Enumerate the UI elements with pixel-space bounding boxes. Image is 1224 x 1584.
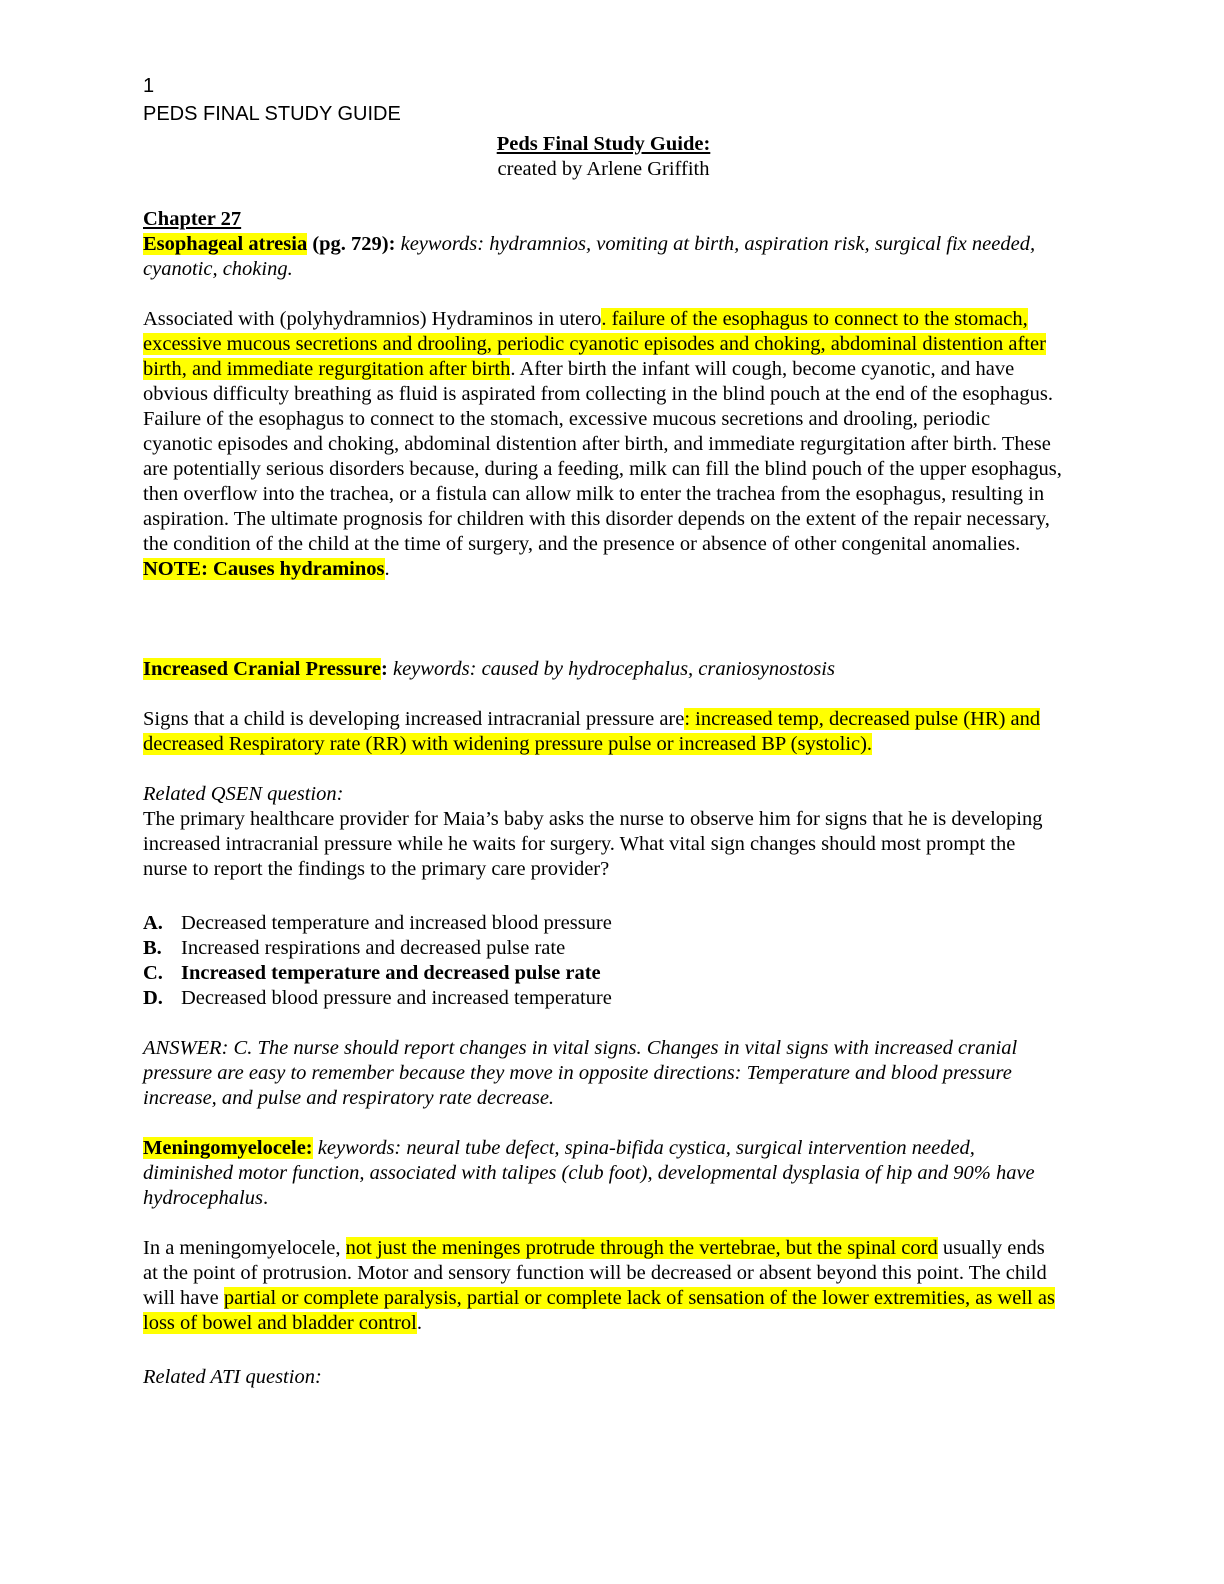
option-text: Decreased blood pressure and increased temperature xyxy=(181,987,612,1009)
icp-body xyxy=(143,707,1064,757)
document-author: created by Arlene Griffith xyxy=(497,158,710,180)
option-letter: D. xyxy=(143,987,163,1009)
qsen-answer: ANSWER: C. The nurse should report changes in vital signs. Changes in vital signs with increased cranial pressure are easy to remember because they move in opposite directions: Temperature and blood pressure increase, and pulse and respiratory rate decrease. xyxy=(143,1037,1018,1109)
page-header xyxy=(143,72,1064,128)
mening-keywords: keywords: neural tube defect, spina-bifida cystica, surgical intervention needed, diminished motor function, associated with talipes (club foot), developmental dysplasia of hip and 90% have hydrocephalus xyxy=(143,1137,1035,1209)
icp-colon: : xyxy=(381,658,388,680)
page-number: 1 xyxy=(143,75,155,97)
mening-body-end: . xyxy=(416,1312,422,1334)
option-text: Increased respirations and decreased pulse rate xyxy=(181,937,566,959)
esophageal-highlight: . failure of the esophagus to connect to the stomach, excessive mucous secretions and drooling, periodic cyanotic episodes and choking, abdominal distention after birth, and immediate regurgitation after birth xyxy=(143,308,1046,380)
icp-term: Increased Cranial Pressure xyxy=(143,658,382,680)
option-a xyxy=(143,911,1064,936)
option-c-correct xyxy=(143,961,1064,986)
running-title: PEDS FINAL STUDY GUIDE xyxy=(143,103,401,125)
esophageal-body xyxy=(143,307,1064,582)
mening-keywords-end: . xyxy=(262,1187,269,1209)
option-text: Decreased temperature and increased blood pressure xyxy=(181,912,612,934)
qsen-label: Related QSEN question: xyxy=(143,783,344,805)
mening-body-text-2: usually ends at the point of protrusion. Motor and sensory function will be decreased or absent beyond this point. The child will have xyxy=(143,1237,1047,1309)
document-title: Peds Final Study Guide: xyxy=(496,133,711,155)
meningomyelocele-section xyxy=(143,1136,1064,1390)
mening-highlight-2: partial or complete paralysis, partial or complete lack of sensation of the lower extremities, as well as loss of bowel and bladder control xyxy=(143,1287,1055,1334)
qsen-question: The primary healthcare provider for Maia’s baby asks the nurse to observe him for signs that he is developing increased intracranial pressure while he waits for surgery. What vital sign changes should most prompt the nurse to report the findings to the primary care provider? xyxy=(143,808,1043,880)
title-block xyxy=(143,132,1064,182)
answer-options xyxy=(143,911,1064,1011)
esophageal-note: NOTE: Causes hydraminos xyxy=(143,558,385,580)
option-letter: C. xyxy=(143,962,163,984)
option-letter: A. xyxy=(143,912,163,934)
option-letter: B. xyxy=(143,937,162,959)
option-d xyxy=(143,986,1064,1011)
esophageal-body-text: Associated with (polyhydramnios) Hydraminos in utero xyxy=(143,308,602,330)
esophageal-page-ref: (pg. 729): xyxy=(307,233,396,255)
chapter-heading: Chapter 27 xyxy=(143,208,242,230)
esophageal-term: Esophageal atresia xyxy=(143,233,308,255)
icp-section xyxy=(143,657,1064,1111)
icp-heading xyxy=(143,657,1064,682)
esophageal-note-end: . xyxy=(384,558,390,580)
ati-label: Related ATI question: xyxy=(143,1366,322,1388)
esophageal-atresia-section xyxy=(143,207,1064,582)
esophageal-heading xyxy=(143,232,1064,282)
option-text: Increased temperature and decreased pulse rate xyxy=(181,962,601,984)
option-b xyxy=(143,936,1064,961)
icp-highlight: : increased temp, decreased pulse (HR) and decreased Respiratory rate (RR) with widening pressure pulse or increased BP (systolic). xyxy=(143,708,1041,755)
icp-keywords: keywords: caused by hydrocephalus, craniosynostosis xyxy=(387,658,835,680)
mening-highlight-1: not just the meninges protrude through the vertebrae, but the spinal cord xyxy=(345,1237,938,1259)
mening-body-text: In a meningomyelocele, xyxy=(143,1237,346,1259)
icp-body-text: Signs that a child is developing increased intracranial pressure are xyxy=(143,708,685,730)
esophageal-body-text-2: . After birth the infant will cough, become cyanotic, and have obvious difficulty breathing as fluid is aspirated from collecting in the blind pouch at the end of the esophagus. Failure of the esophagus to connect to the stomach, excessive mucous secretions and drooling, periodic cyanotic episodes and choking, abdominal distention after birth, and immediate regurgitation after birth. These are potentially serious disorders because, during a feeding, milk can fill the blind pouch of the upper esophagus, then overflow into the trachea, or a fistula can allow milk to enter the trachea from the esophagus, resulting in aspiration. The ultimate prognosis for children with this disorder depends on the extent of the repair necessary, the condition of the child at the time of surgery, and the presence or absence of other congenital anomalies. xyxy=(143,358,1062,555)
mening-body xyxy=(143,1236,1064,1336)
esophageal-keywords: keywords: hydramnios, vomiting at birth, aspiration risk, surgical fix needed, cyanotic, choking. xyxy=(143,233,1036,280)
mening-heading xyxy=(143,1136,1064,1211)
mening-term: Meningomyelocele: xyxy=(143,1137,313,1159)
